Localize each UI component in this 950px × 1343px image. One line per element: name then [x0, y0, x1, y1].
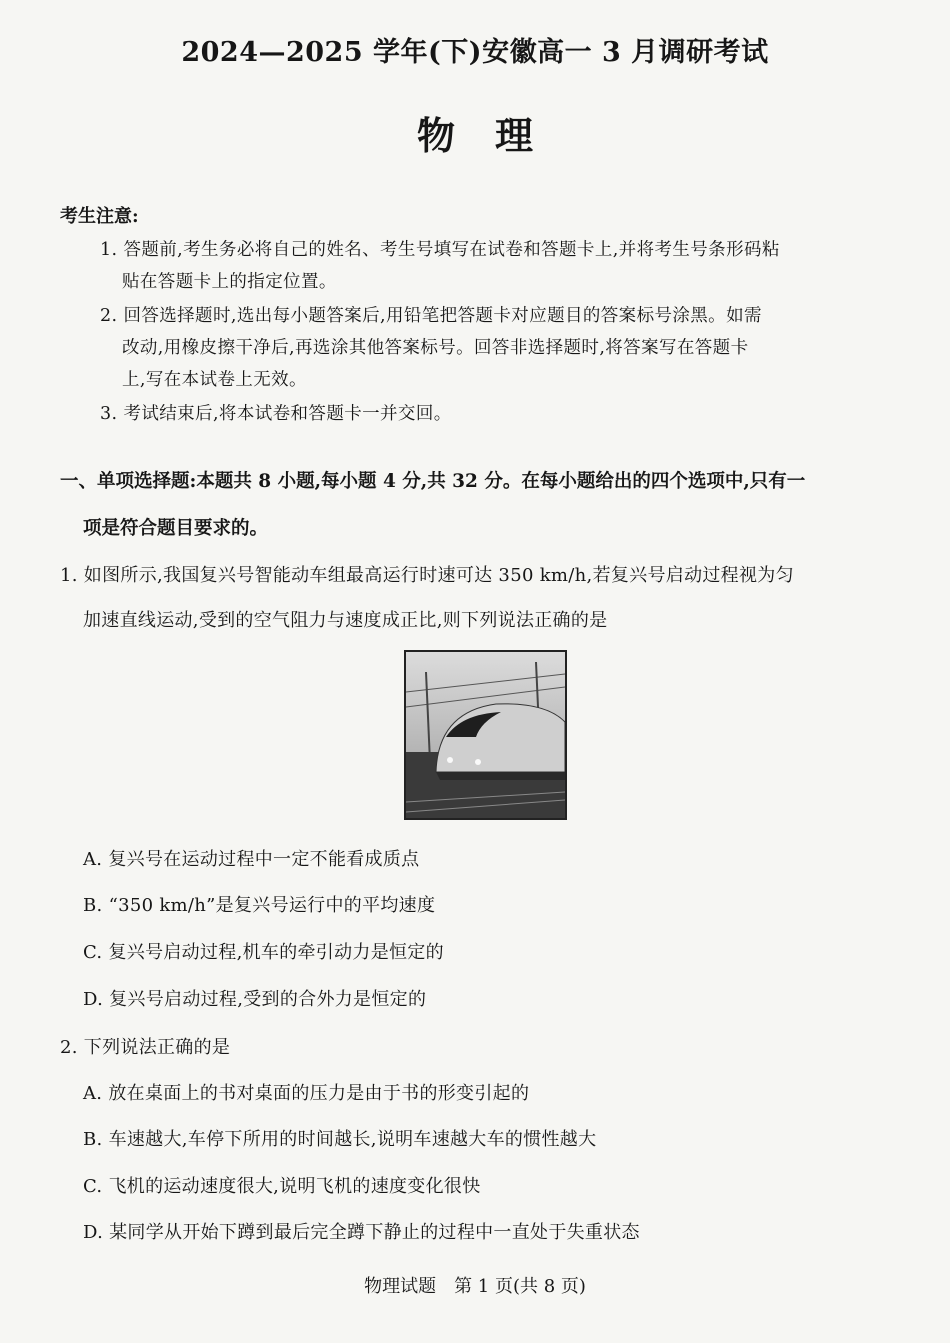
- notice-line: 1. 答题前,考生务必将自己的姓名、考生号填写在试卷和答题卡上,并将考生号条形码粘: [100, 240, 780, 260]
- question-1-option-a: A. 复兴号在运动过程中一定不能看成质点: [83, 849, 420, 870]
- question-1-option-b: B. “350 km/h”是复兴号运行中的平均速度: [83, 895, 436, 916]
- question-2-option-d: D. 某同学从开始下蹲到最后完全蹲下静止的过程中一直处于失重状态: [83, 1222, 640, 1243]
- question-2-stem: 2. 下列说法正确的是: [60, 1037, 231, 1058]
- notice-line: 2. 回答选择题时,选出每小题答案后,用铅笔把答题卡对应题目的答案标号涂黑。如需: [100, 306, 762, 326]
- section-heading-cont: 项是符合题目要求的。: [83, 518, 269, 539]
- question-2-option-a: A. 放在桌面上的书对桌面的压力是由于书的形变引起的: [83, 1083, 530, 1104]
- question-1-option-d: D. 复兴号启动过程,受到的合外力是恒定的: [83, 989, 427, 1010]
- question-1-stem: 1. 如图所示,我国复兴号智能动车组最高运行时速可达 350 km/h,若复兴号启动过程视为匀: [60, 565, 794, 586]
- notice-heading: 考生注意:: [60, 206, 139, 227]
- question-1-stem-cont: 加速直线运动,受到的空气阻力与速度成正比,则下列说法正确的是: [83, 610, 608, 631]
- page-footer: 物理试题 第 1 页(共 8 页): [364, 1276, 586, 1297]
- subject-title: 物理: [416, 113, 573, 158]
- section-heading: 一、单项选择题:本题共 8 小题,每小题 4 分,共 32 分。在每小题给出的四个选项中,只有一: [60, 471, 806, 492]
- train-figure: [404, 650, 567, 820]
- exam-title: 2024—2025 学年(下)安徽高一 3 月调研考试: [181, 37, 769, 68]
- notice-line: 贴在答题卡上的指定位置。: [122, 272, 337, 292]
- notice-line: 上,写在本试卷上无效。: [122, 370, 307, 390]
- train-image: [406, 652, 565, 818]
- question-1-option-c: C. 复兴号启动过程,机车的牵引动力是恒定的: [83, 942, 444, 963]
- question-2-option-c: C. 飞机的运动速度很大,说明飞机的速度变化很快: [83, 1176, 481, 1197]
- notice-line: 3. 考试结束后,将本试卷和答题卡一并交回。: [100, 404, 452, 424]
- notice-line: 改动,用橡皮擦干净后,再选涂其他答案标号。回答非选择题时,将答案写在答题卡: [122, 338, 749, 358]
- question-2-option-b: B. 车速越大,车停下所用的时间越长,说明车速越大车的惯性越大: [83, 1129, 597, 1150]
